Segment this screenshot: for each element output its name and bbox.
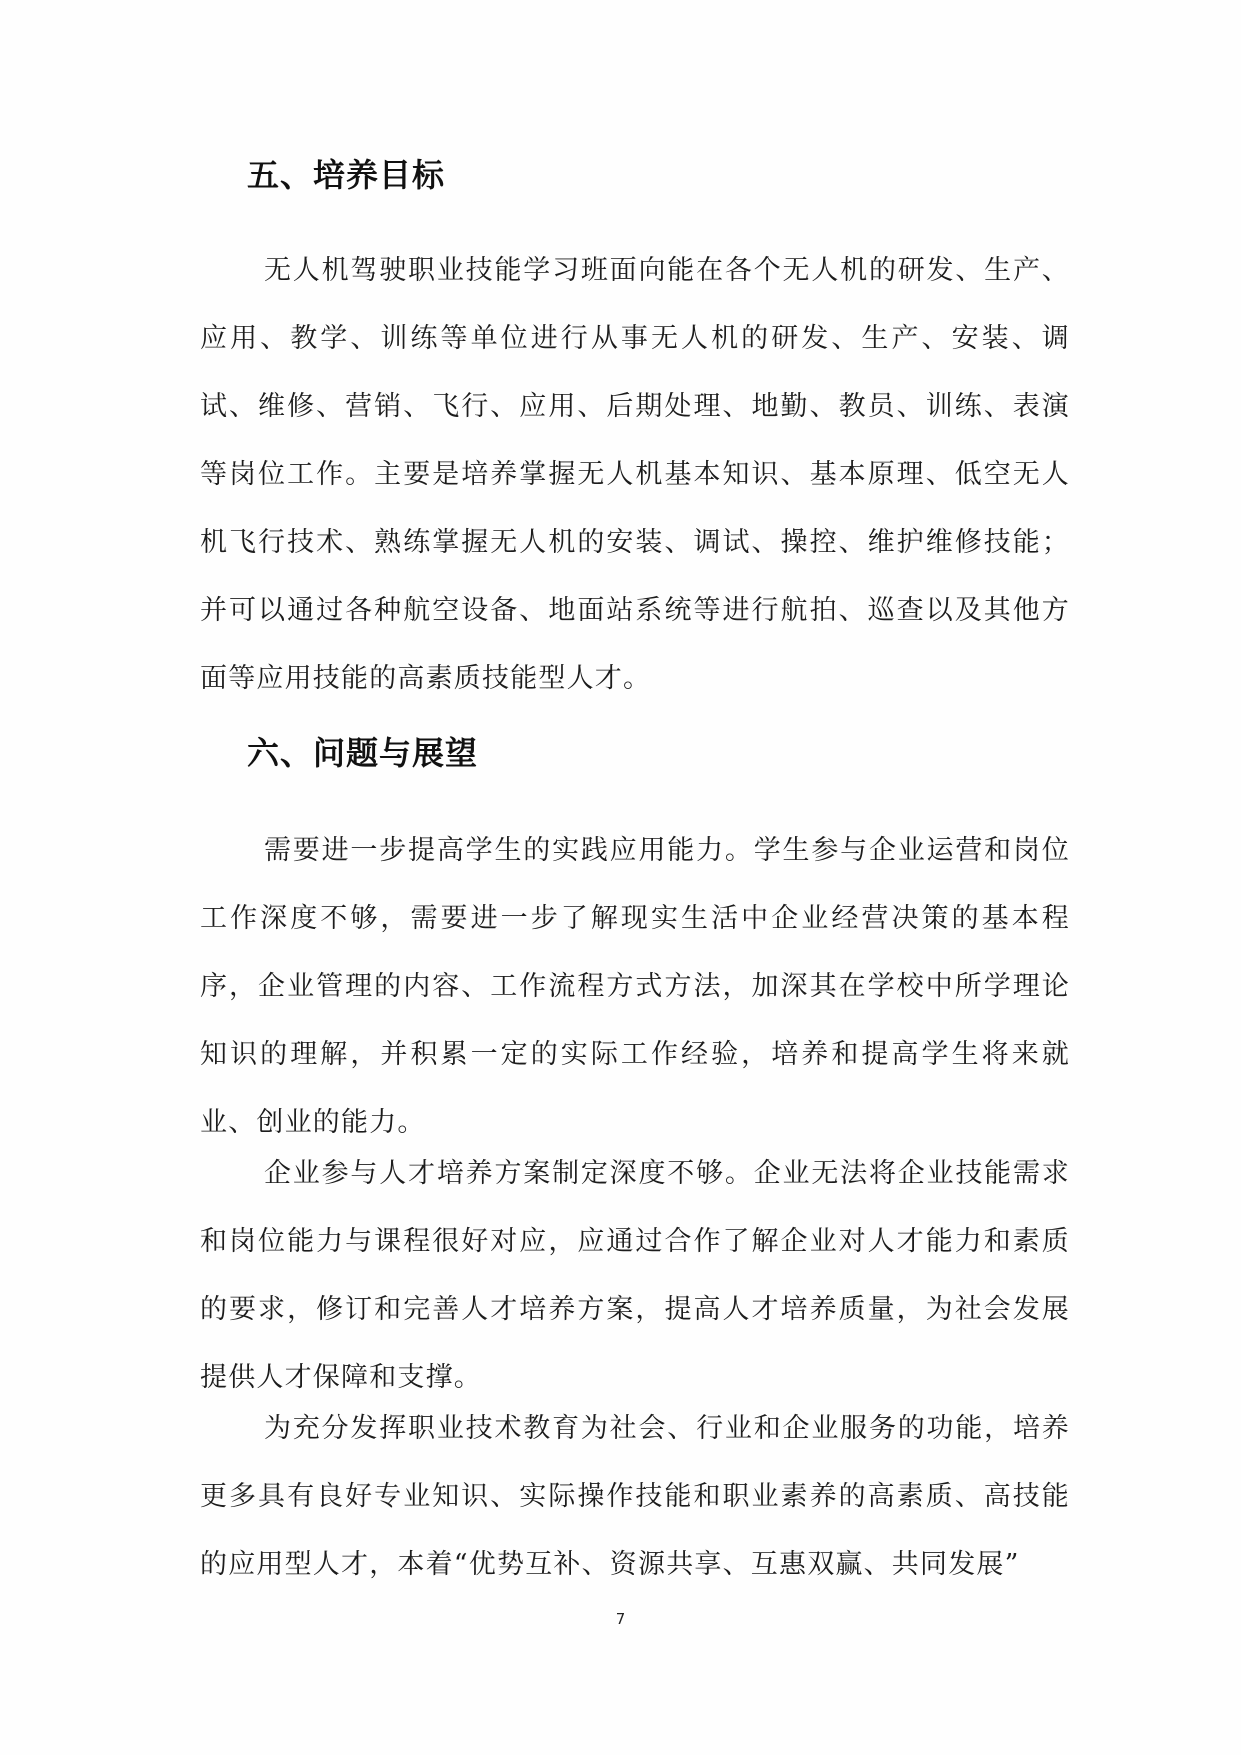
section-heading-problems-outlook: 六、问题与展望 bbox=[247, 734, 479, 772]
paragraph-enterprise-participation: 企业参与人才培养方案制定深度不够。企业无法将企业技能需求和岗位能力与课程很好对应，应通过合作了解企业对人才能力和素质的要求，修订和完善人才培养方案，提高人才培养质量，为社会发展提供人才保障和支撑。 bbox=[200, 1158, 1070, 1393]
page-number: 7 bbox=[615, 1610, 626, 1628]
section-heading-training-goals: 五、培养目标 bbox=[247, 156, 446, 194]
paragraph-practice-ability: 需要进一步提高学生的实践应用能力。学生参与企业运营和岗位工作深度不够，需要进一步了解现实生活中企业经营决策的基本程序，企业管理的内容、工作流程方式方法，加深其在学校中所学理论知识的理解，并积累一定的实际工作经验，培养和提高学生将来就业、创业的能力。 bbox=[200, 835, 1070, 1138]
paragraph-training-goals: 无人机驾驶职业技能学习班面向能在各个无人机的研发、生产、应用、教学、训练等单位进行从事无人机的研发、生产、安装、调试、维修、营销、飞行、应用、后期处理、地勤、教员、训练、表演等岗位工作。主要是培养掌握无人机基本知识、基本原理、低空无人机飞行技术、熟练掌握无人机的安装、调试、操控、维护维修技能；并可以通过各种航空设备、地面站系统等进行航拍、巡查以及其他方面等应用技能的高素质技能型人才。 bbox=[200, 255, 1070, 694]
paragraph-vocational-education: 为充分发挥职业技术教育为社会、行业和企业服务的功能，培养更多具有良好专业知识、实际操作技能和职业素养的高素质、高技能的应用型人才，本着“优势互补、资源共享、互惠双赢、共同发展” bbox=[200, 1413, 1070, 1580]
